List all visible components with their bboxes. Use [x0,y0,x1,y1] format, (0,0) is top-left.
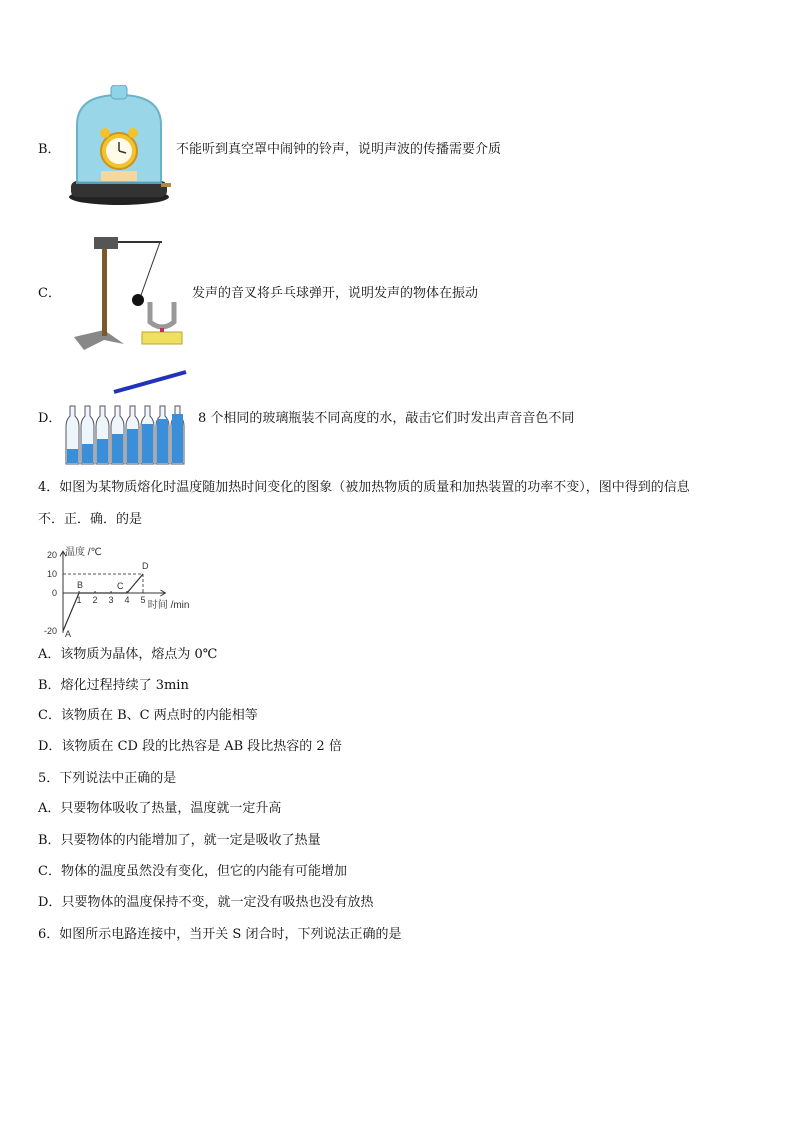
bottle-water [82,444,93,463]
q4-option-c: C．该物质在 B、C 两点时的内能相等 [38,708,258,723]
x-tick-label: 2 [92,595,98,605]
bottle-water [142,424,153,463]
option-c-text: 发声的音叉将乒乓球弹开，说明发声的物体在振动 [192,286,479,301]
x-axis-label: 时间 /min [147,600,190,611]
y-axis-label: 温度 /℃ [65,547,102,559]
point-label-b: B [77,580,84,590]
q4-option-d: D．该物质在 CD 段的比热容是 AB 段比热容的 2 倍 [38,739,342,754]
bottle-water [67,449,78,463]
y-tick-label: 0 [51,588,57,598]
q6-stem: 6．如图所示电路连接中，当开关 S 闭合时，下列说法正确的是 [38,927,402,942]
bell-jar-image [65,85,173,210]
option-d-letter: D． [38,411,62,426]
q5-option-b: B．只要物体的内能增加了，就一定是吸收了热量 [38,833,321,848]
q4-option-a: A．该物质为晶体，熔点为 0℃ [38,647,218,662]
bottle-water [172,414,183,463]
y-tick-label: -20 [43,626,57,636]
q4-stem-emphasis: 不．正．确．的是 [38,512,143,527]
option-d-row [0,368,794,468]
option-d-text: 8 个相同的玻璃瓶装不同高度的水，敲击它们时发出声音音色不同 [198,411,575,426]
y-tick-label: 20 [46,550,57,560]
q4-option-b: B．熔化过程持续了 3min [38,678,189,693]
temperature-time-chart [30,535,210,640]
q5-stem: 5．下列说法中正确的是 [38,771,177,786]
option-c-letter: C． [38,286,61,301]
point-label-d: D [142,561,149,571]
q5-option-d: D．只要物体的温度保持不变，就一定没有吸热也没有放热 [38,895,374,910]
option-b-row [0,80,794,210]
option-c-row [0,230,794,360]
q5-option-a: A．只要物体吸收了热量，温度就一定升高 [38,801,282,816]
option-b-letter: B． [38,142,61,157]
bottle-water [127,429,138,463]
x-tick-label: 4 [124,595,130,605]
glass-bottles-image [64,368,190,466]
point-label-a: A [65,629,72,639]
bottle-water [97,439,108,463]
y-tick-label: 10 [46,569,57,579]
x-tick-label: 5 [140,595,146,605]
option-b-text: 不能听到真空罩中闹钟的铃声，说明声波的传播需要介质 [176,142,502,157]
melting-curve [63,574,146,631]
x-tick-label: 1 [76,595,82,605]
point-label-c: C [117,581,124,591]
bottle-water [157,419,168,463]
q4-stem: 4．如图为某物质熔化时温度随加热时间变化的图象（被加热物质的质量和加热装置的功率不变），图中得到的信息 [38,480,690,495]
x-tick-label: 3 [108,595,114,605]
q5-option-c: C．物体的温度虽然没有变化，但它的内能有可能增加 [38,864,347,879]
bottle-water [112,434,123,463]
tuning-fork-image [74,232,194,352]
